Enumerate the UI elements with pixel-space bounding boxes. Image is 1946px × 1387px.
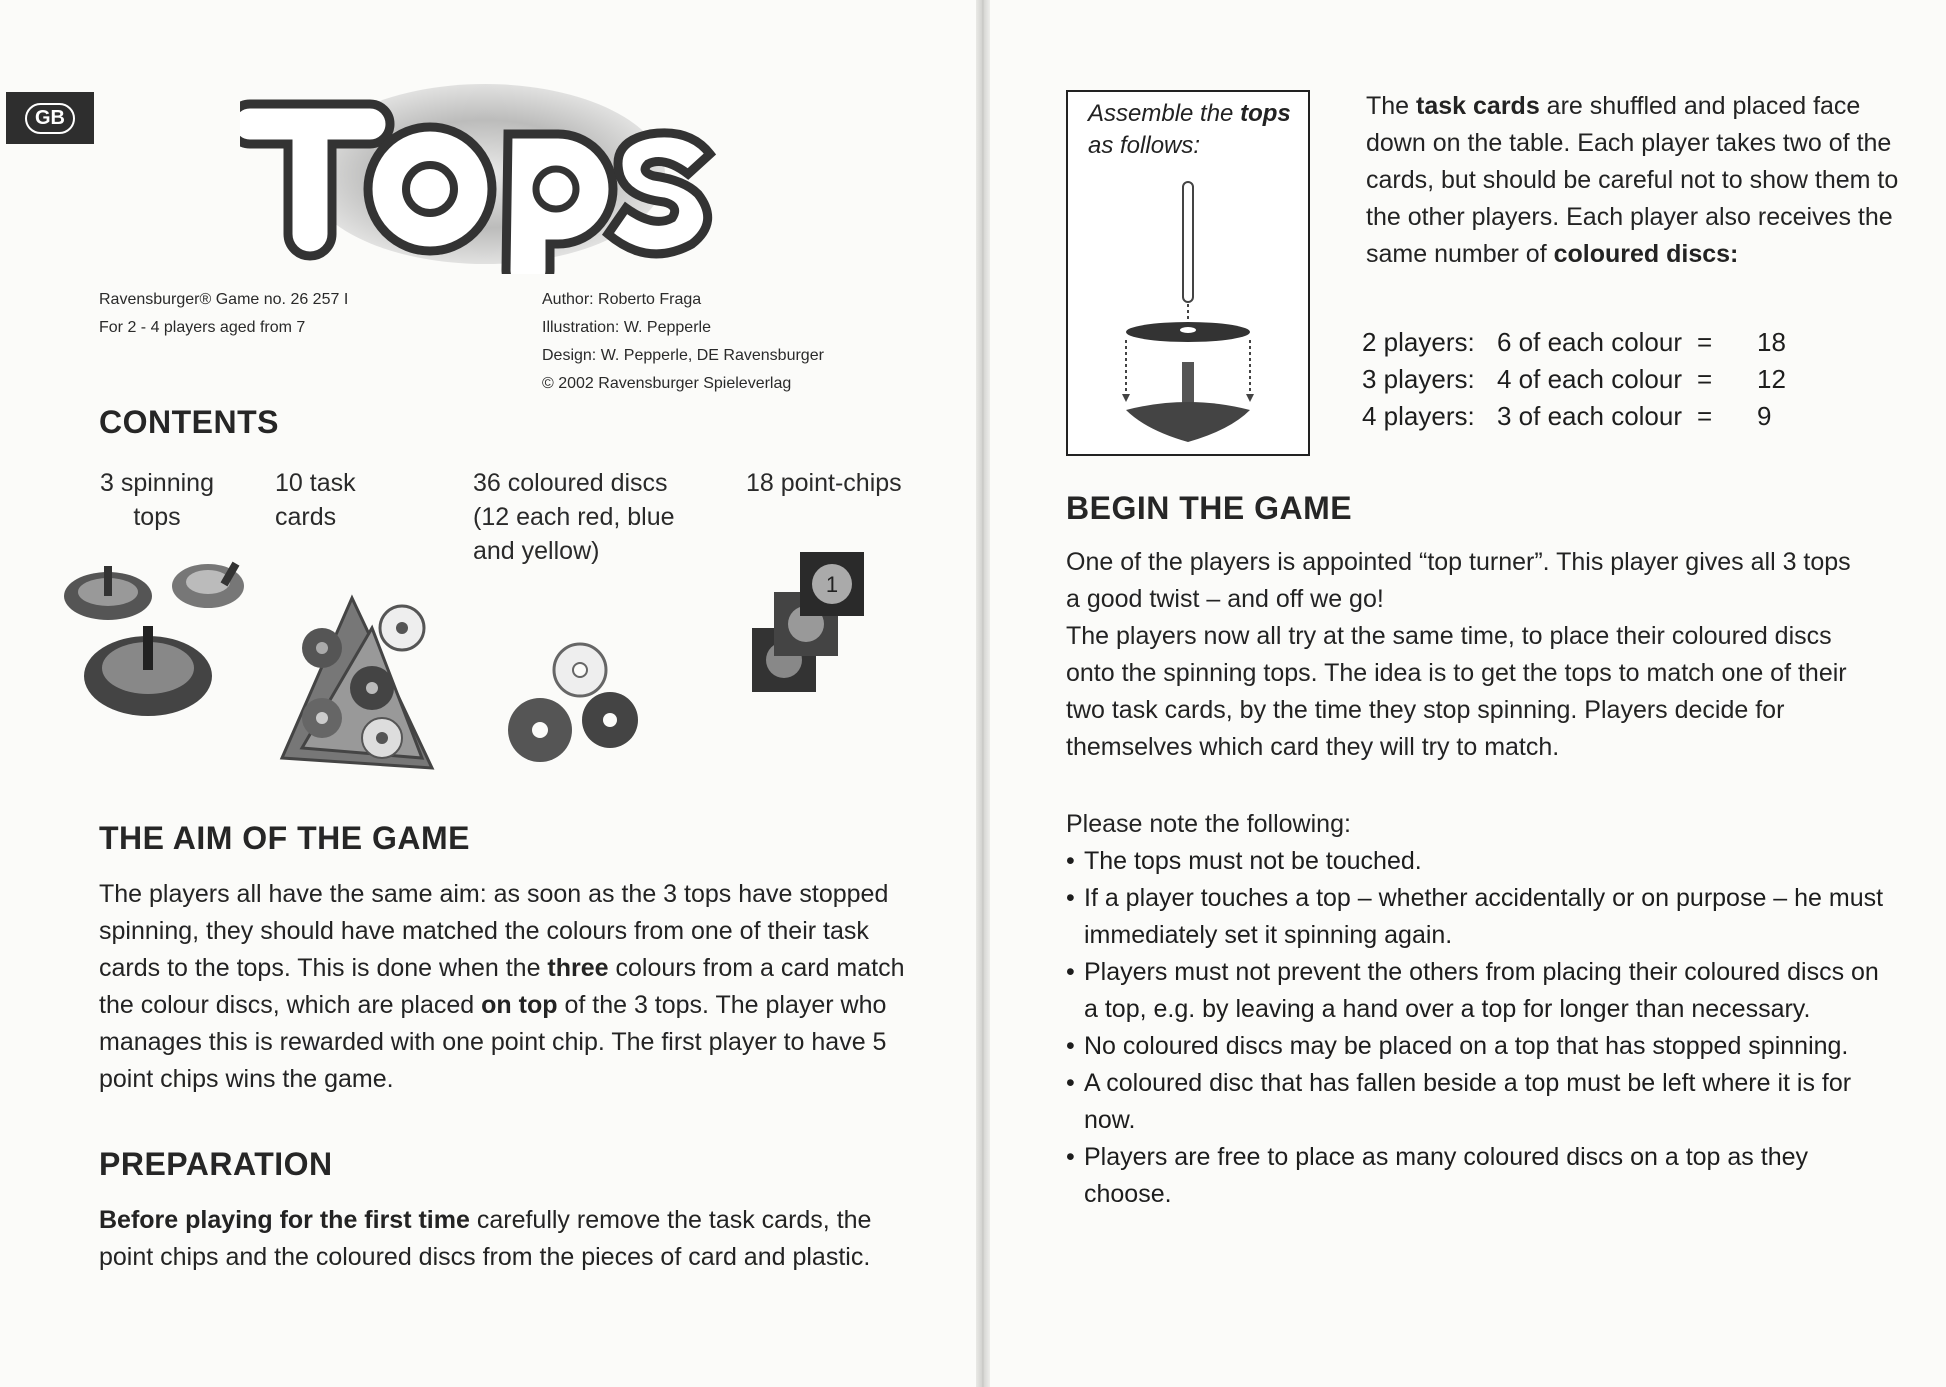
player-count: For 2 - 4 players aged from 7: [99, 319, 306, 336]
aim-paragraph: The players all have the same aim: as soon as the 3 tops have stopped spinning, they should have matched the colours from one of their task cards to the tops. This is done when the three colours from a card match the colour discs, which are placed on top of the 3 tops. The player who manages this is rewarded with one point chip. The first player to have 5 point chips wins the game.: [99, 880, 905, 1093]
rule-item: • Players are free to place as many coloured discs on a top as they choose.: [1066, 1143, 1808, 1208]
assembly-diagram: [1108, 172, 1268, 442]
assembly-diagram-box: [1066, 90, 1310, 456]
game-info: [99, 286, 348, 342]
preparation-heading: PREPARATION: [99, 1146, 333, 1182]
task-cards-paragraph: The task cards are shuffled and placed face down on the table. Each player takes two of the cards, but should be careful not to show them to the other players. Each player also receives the same number of coloured discs:: [1366, 92, 1899, 268]
language-badge: [6, 92, 94, 144]
author-credit: Author: Roberto Fraga: [542, 291, 702, 308]
disc-count-row: 2 players: 6 of each colour = 18: [1362, 327, 1786, 357]
book-spine: [976, 0, 990, 1387]
language-badge-label: GB: [25, 103, 75, 134]
contents-item-tops: 3 spinning tops: [100, 469, 214, 531]
contents-item-discs: 36 coloured discs (12 each red, blue and yellow): [473, 469, 675, 565]
coloured-discs-illustration: [500, 640, 660, 770]
note-intro: Please note the following:: [1066, 810, 1351, 838]
illustration-credit: Illustration: W. Pepperle: [542, 319, 711, 336]
disc-count-row: 4 players: 3 of each colour = 9: [1362, 401, 1772, 431]
design-credit: Design: W. Pepperle, DE Ravensburger: [542, 347, 824, 364]
contents-heading: CONTENTS: [99, 404, 279, 440]
aim-heading: THE AIM OF THE GAME: [99, 820, 470, 856]
svg-text:1: 1: [825, 572, 839, 597]
rule-item: • If a player touches a top – whether accidentally or on purpose – he must immediately set it spinning again.: [1066, 884, 1884, 949]
assembly-caption: Assemble the tops as follows:: [1088, 100, 1291, 159]
point-chips-illustration: [752, 548, 882, 698]
rule-item: • Players must not prevent the others from placing their coloured discs on a top, e.g. by leaving a hand over a top for longer than necessary.: [1066, 958, 1879, 1023]
rules-list: [1066, 843, 1886, 1213]
begin-paragraph-2: The players now all try at the same time, to place their coloured discs onto the spinning tops. The idea is to get the tops to match one of their two task cards, by the time they stop spinning. Players decide for themselves which card they will try to match.: [1066, 622, 1847, 761]
spinning-tops-illustration: [58, 556, 258, 726]
disc-count-table: [1362, 324, 1786, 435]
disc-count-row: 3 players: 4 of each colour = 12: [1362, 364, 1786, 394]
copyright: © 2002 Ravensburger Spieleverlag: [542, 375, 792, 392]
rule-item: • A coloured disc that has fallen beside a top must be left where it is for now.: [1066, 1069, 1852, 1134]
tops-logo: [240, 74, 730, 274]
rule-item: • No coloured discs may be placed on a top that has stopped spinning.: [1066, 1032, 1849, 1060]
task-cards-illustration: [262, 588, 442, 778]
contents-item-task-cards: 10 task cards: [275, 469, 356, 531]
credits: [542, 286, 824, 398]
contents-item-point-chips: 18 point-chips: [746, 469, 902, 497]
rule-item: • The tops must not be touched.: [1066, 847, 1422, 875]
preparation-paragraph: Before playing for the first time carefully remove the task cards, the point chips and the coloured discs from the pieces of card and plastic.: [99, 1206, 872, 1271]
game-number: Ravensburger® Game no. 26 257 I: [99, 291, 349, 308]
begin-heading: BEGIN THE GAME: [1066, 490, 1353, 526]
begin-paragraph-1: One of the players is appointed “top turner”. This player gives all 3 tops a good twist – and off we go!: [1066, 548, 1851, 613]
